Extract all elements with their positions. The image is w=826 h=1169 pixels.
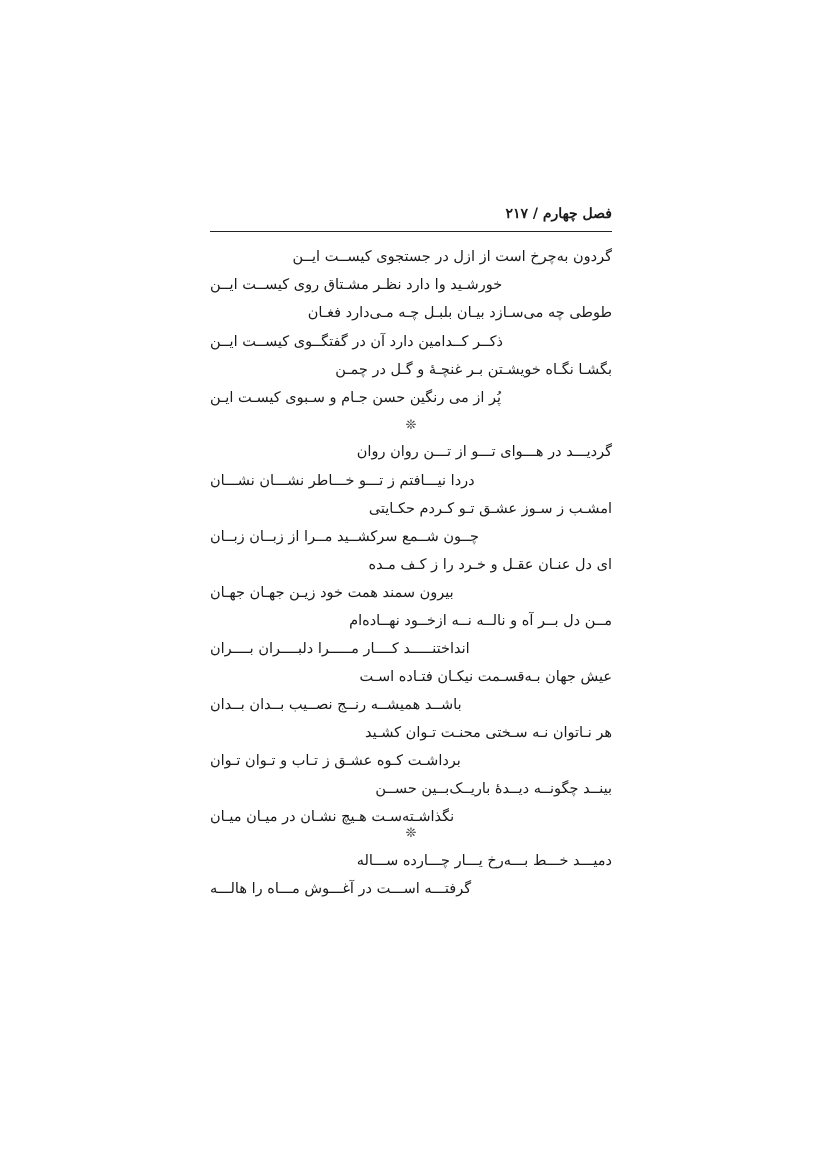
stanza-2-couplet-1-hemistich-2: دردا نیـــافتم ز تـــو خـــاطر نشـــان نشـــان (210, 473, 475, 489)
stanza-1-couplet-2-hemistich-2: ذکــر کــدامین دارد آن در گفتگــوی کیســت ایــن (210, 334, 503, 350)
stanza-1-couplet-3-hemistich-1: بگشـا نگـاه خویشـتن بـر غنچـهٔ و گـل در چمـن (335, 362, 612, 378)
stanza-1-couplet-2-hemistich-1: طوطی چه می‌سـازد بیـان بلبـل چـه مـی‌دارد فغـان (307, 305, 612, 321)
stanza-2-couplet-6-hemistich-1: هر نـاتوان نـه سـختی محنـت تـوان کشـید (365, 725, 612, 741)
header-separator: / (532, 206, 538, 222)
stanza-3-couplet-1-hemistich-2: گرفتـــه اســـت در آغـــوش مـــاه را هالـــه (210, 881, 472, 897)
stanza-1-couplet-1-hemistich-2: خورشـید وا دارد نظـر مشـتاق روی کیســت ایــن (210, 277, 503, 293)
stanza-2-couplet-7-hemistich-2: نگذاشـته‌سـت هـیچ نشـان در میـان میـان (210, 809, 455, 825)
stanza-1-couplet-1-hemistich-1: گردون به‌چرخ است از ازل در جستجوی کیســت ایــن (292, 249, 612, 265)
stanza-2-couplet-4-hemistich-2: انداختنـــــد کــــار مـــــرا دلبــــران بــــران (210, 641, 470, 657)
stanza-2-couplet-3-hemistich-1: ای دل عنـان عقـل و خـرد را ز کـف مـده (368, 557, 612, 573)
stanza-2-couplet-5-hemistich-1: عیش جهان بـه‌قسـمت نیکـان فتـاده اسـت (359, 669, 612, 685)
stanza-2-couplet-4-hemistich-1: مــن دل بــر آه و نالــه نــه ازخــود نهــاده‌ام (349, 613, 612, 629)
stanza-2-couplet-5-hemistich-2: باشــد همیشــه رنــج نصــیب بــدان بــدان (210, 697, 462, 713)
stanza-2-couplet-6-hemistich-2: برداشـت کـوه عشـق ز تـاب و تـوان تـوان (210, 753, 461, 769)
stanza-separator-1: ❊ (405, 418, 417, 433)
stanza-3-couplet-1-hemistich-1: دمیـــد خـــط بـــه‌رخ یـــار چـــارده ســـاله (356, 853, 612, 869)
stanza-2-couplet-1-hemistich-1: گردیـــد در هـــوای تـــو از تـــن روان روان (356, 444, 612, 460)
chapter-title: فصل چهارم (542, 206, 612, 222)
stanza-2-couplet-7-hemistich-1: بینــد چگونــه دیــدهٔ باریــک‌بــین حســن (375, 781, 612, 797)
header-rule (210, 231, 612, 232)
page-number: ۲۱۷ (505, 206, 528, 222)
stanza-1-couplet-3-hemistich-2: پُر از می رنگین حسن جـام و سـبوی کیسـت ایـن (210, 390, 502, 406)
stanza-2-couplet-3-hemistich-2: بیرون سمند همت خود زیـن جهـان جهـان (210, 585, 454, 601)
stanza-separator-2: ❊ (405, 826, 417, 841)
running-header (210, 206, 612, 228)
stanza-2-couplet-2-hemistich-2: چــون شــمع سرکشــید مــرا از زبــان زبــان (210, 529, 479, 545)
stanza-2-couplet-2-hemistich-1: امشـب ز سـوز عشـق تـو کـردم حکـایتی (368, 501, 612, 517)
